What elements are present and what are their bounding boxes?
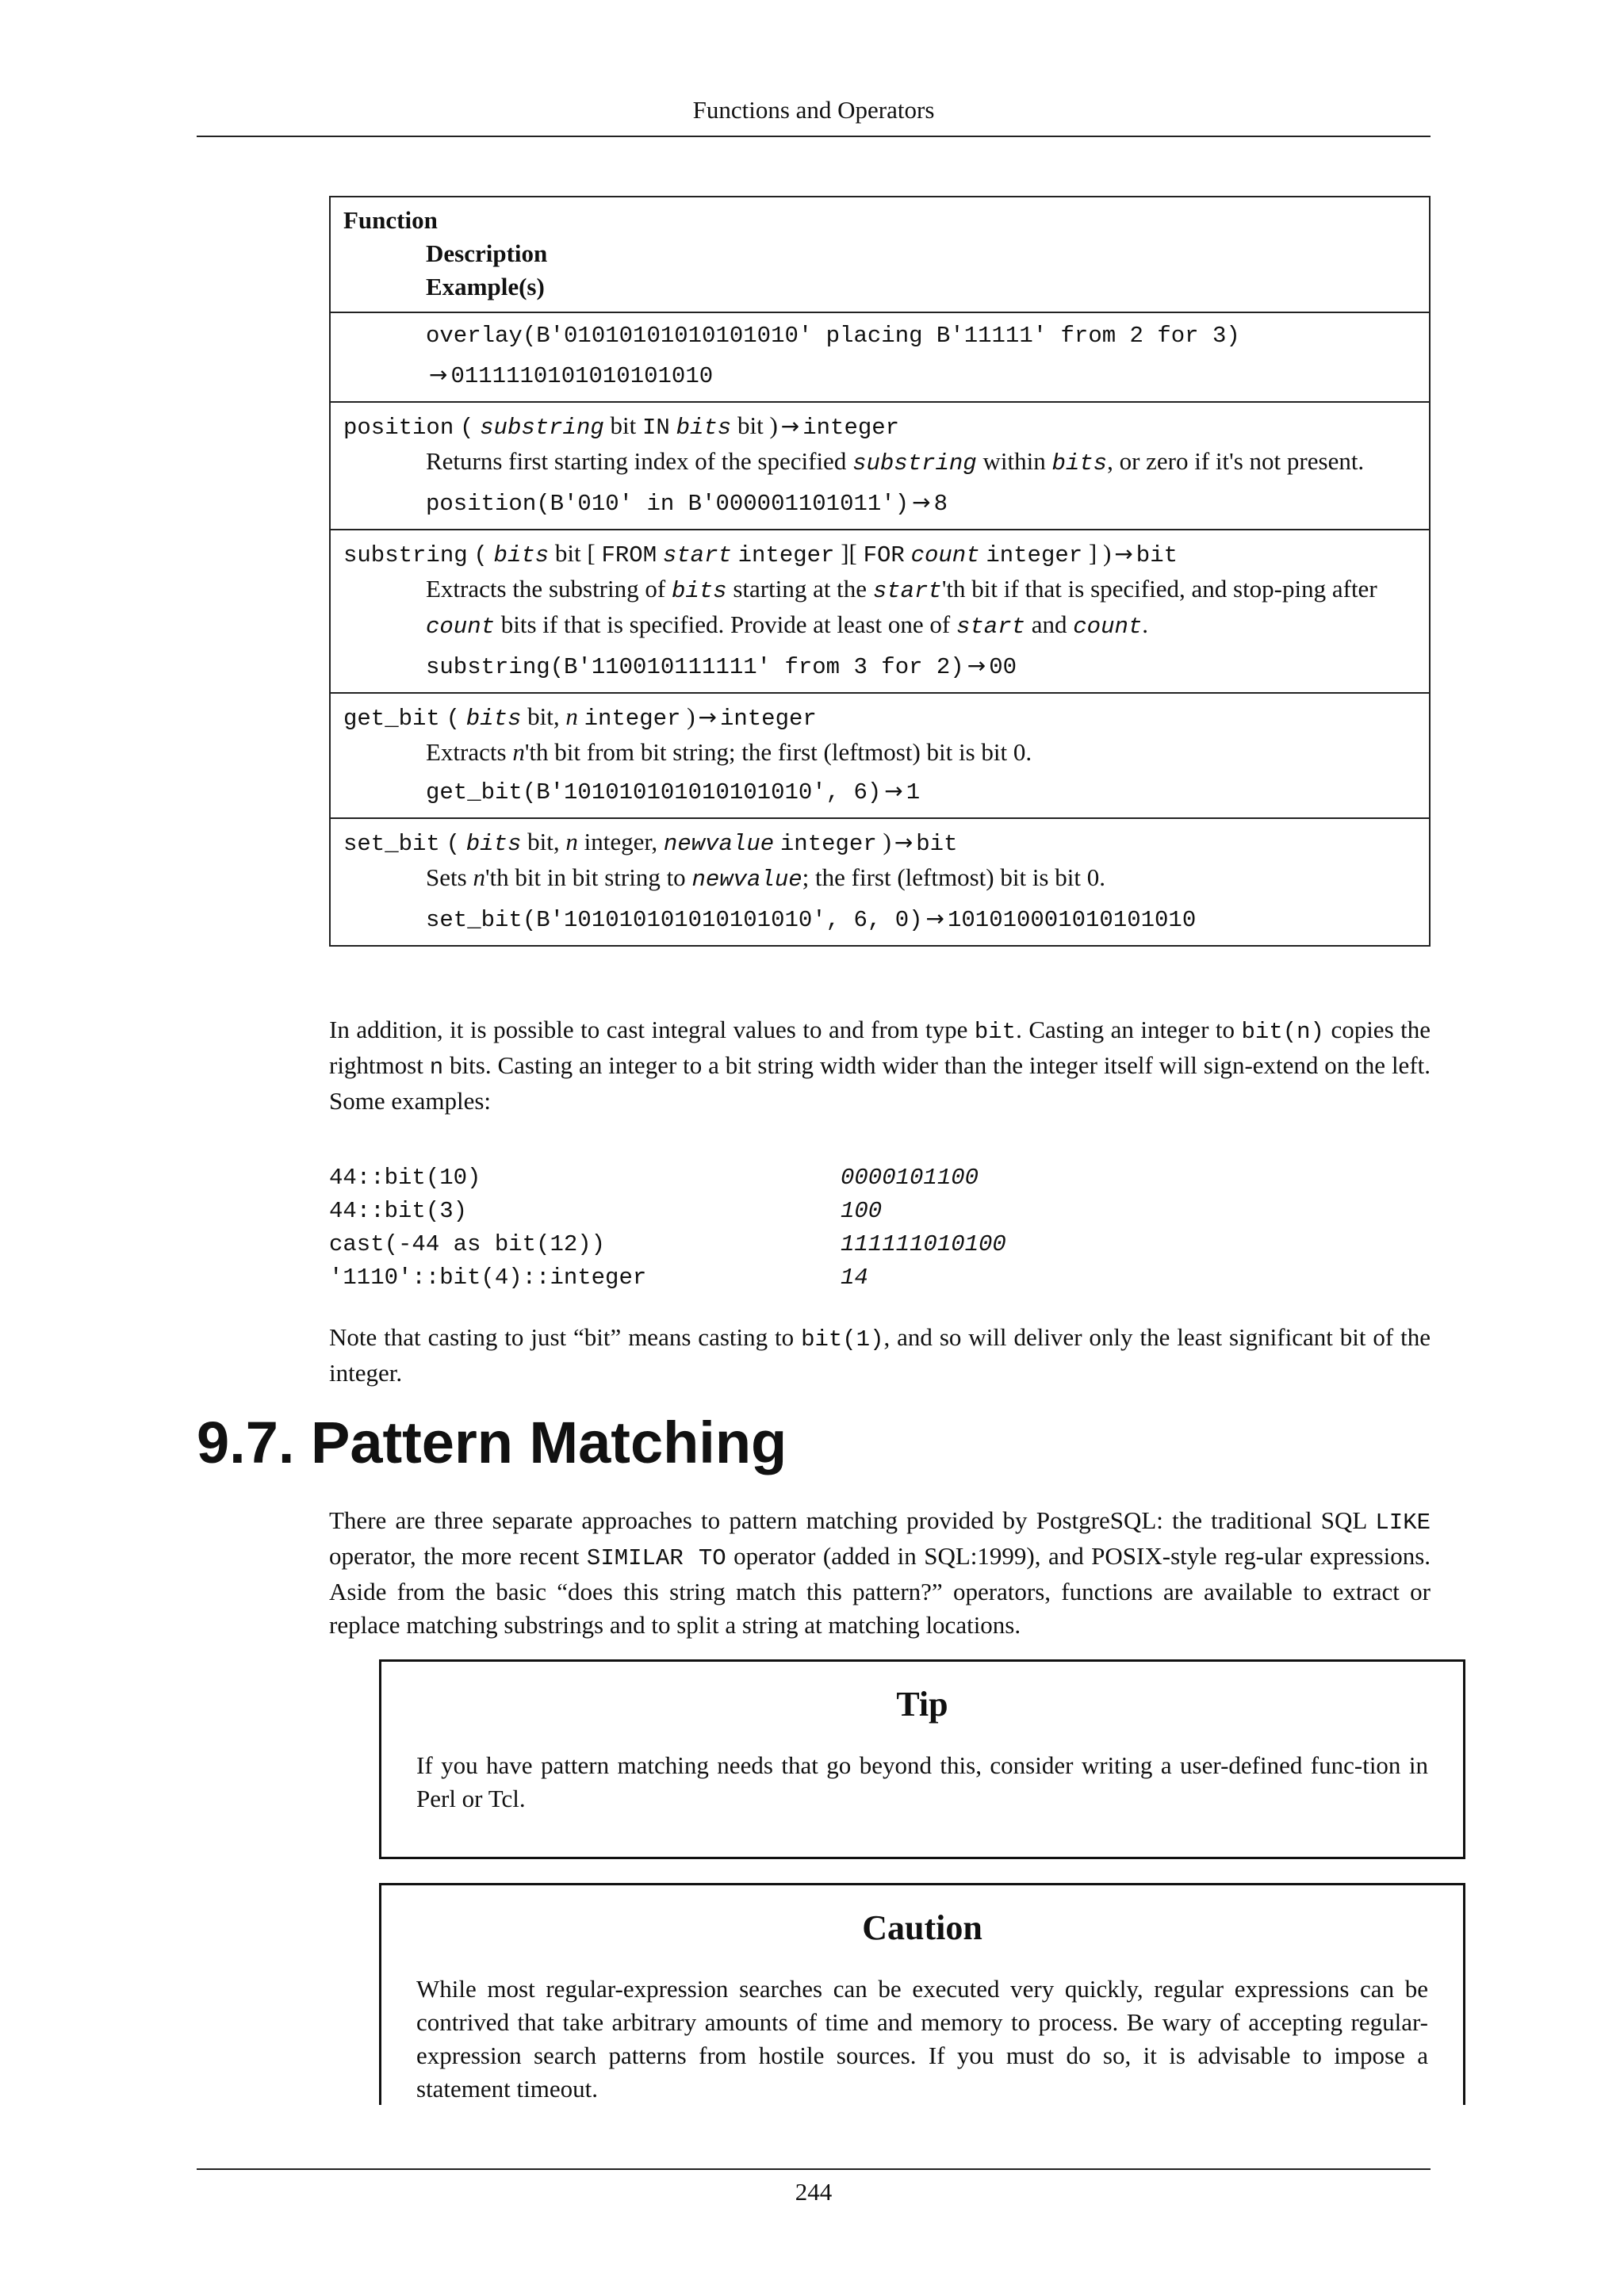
example-overlay: overlay(B'01010101010101010' placing B'11111' from 2 for 3) (426, 323, 1240, 349)
table-row-position (331, 401, 1429, 529)
arrow-icon: → (780, 413, 800, 439)
column-header-description: Description (426, 239, 548, 267)
caution-title: Caution (862, 1908, 982, 1947)
tip-title: Tip (896, 1685, 948, 1724)
column-header-examples: Example(s) (426, 273, 545, 300)
example-position: position(B'010' in B'000001101011') → 8 (426, 489, 948, 517)
signature-get-bit: get_bit ( bits bit, n integer ) → integer (343, 702, 817, 732)
signature-position: position ( substring bit IN bits bit ) → integer (343, 411, 900, 441)
page-number: 244 (795, 2178, 833, 2206)
section-title: 9.7. Pattern Matching (197, 1410, 787, 1475)
signature-set-bit: set_bit ( bits bit, n integer, newvalue integer ) → bit (343, 828, 958, 857)
caution-box (379, 1883, 1465, 2105)
arrow-icon: → (967, 652, 986, 679)
cast-example-row: cast(-44 as bit(12)) 111111010100 (329, 1231, 1006, 1257)
table-row-overlay-continued (331, 312, 1429, 401)
arrow-icon: → (894, 829, 914, 855)
header-rule (197, 136, 1431, 137)
cast-example-row: '1110'::bit(4)::integer 14 (329, 1265, 868, 1291)
intro-paragraph: There are three separate approaches to pattern matching provided by PostgreSQL: the traditional SQL LIKE operator, the more recent SIMILAR TO operator (added in SQL:1999), and POSIX-style reg-ular expressions. Aside from the basic “does this string match this pattern?” operators, functions are available to extract or replace matching substrings and to split a string at matching locations. (329, 1506, 1431, 1639)
description-set-bit: Sets n'th bit in bit string to newvalue; the first (leftmost) bit is bit 0. (426, 863, 1105, 893)
arrow-icon: → (925, 905, 944, 932)
cast-examples (329, 1161, 1431, 1295)
column-header-function: Function (343, 206, 438, 234)
example-overlay-result: → 0111110101010101010 (343, 358, 1416, 393)
description-substring: Extracts the substring of bits starting at the start'th bit if that is specified, and stop-ping after count bits if that is specified. Provide at least one of start and count. (426, 575, 1377, 640)
example-substring: substring(B'110010111111' from 3 for 2) → 00 (426, 652, 1017, 680)
table-row-get-bit (331, 692, 1429, 817)
cast-paragraph: In addition, it is possible to cast integral values to and from type bit. Casting an integer to bit(n) copies the rightmost n bits. Casting an integer to a bit string width wider than the integer itself will sign-extend on the left. Some examples: (329, 1016, 1431, 1115)
description-get-bit: Extracts n'th bit from bit string; the first (leftmost) bit is bit 0. (426, 738, 1032, 766)
example-set-bit: set_bit(B'101010101010101010', 6, 0) → 101010001010101010 (426, 905, 1197, 933)
cast-example-row: 44::bit(3) 100 (329, 1198, 883, 1224)
tip-body: If you have pattern matching needs that go beyond this, consider writing a user-defined func-tion in Perl or Tcl. (416, 1751, 1428, 1812)
note-paragraph: Note that casting to just “bit” means casting to bit(1), and so will deliver only the least significant bit of the integer. (329, 1323, 1431, 1387)
description-position: Returns first starting index of the specified substring within bits, or zero if it's not present. (426, 447, 1365, 476)
signature-substring: substring ( bits bit [ FROM start integer ][ FOR count integer ] ) → bit (343, 539, 1178, 568)
arrow-icon: → (698, 704, 717, 730)
function-table (329, 196, 1431, 947)
tip-box (379, 1659, 1465, 1859)
table-row-set-bit (331, 817, 1429, 945)
arrow-icon: → (429, 362, 448, 388)
arrow-icon: → (1114, 541, 1133, 567)
caution-body: While most regular-expression searches can be executed very quickly, regular expressions can be contrived that take arbitrary amounts of time and memory to process. Be wary of accepting regular-expression search patterns from hostile sources. If you must do so, it is advisable to impose a statement timeout. (416, 1975, 1428, 2103)
running-header: Functions and Operators (692, 96, 935, 124)
footer-rule (197, 2168, 1431, 2170)
table-header-row (331, 197, 1429, 312)
example-get-bit: get_bit(B'101010101010101010', 6) → 1 (426, 778, 921, 806)
arrow-icon: → (912, 489, 931, 515)
table-row-substring (331, 529, 1429, 692)
cast-example-row: 44::bit(10) 0000101100 (329, 1165, 979, 1191)
arrow-icon: → (884, 778, 903, 804)
